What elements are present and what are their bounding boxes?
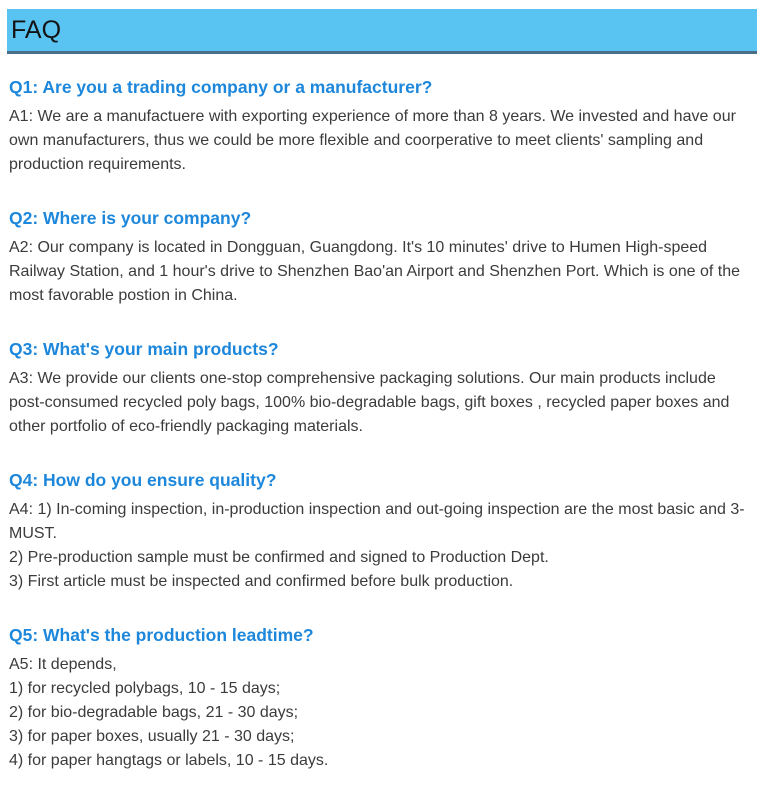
faq-answer-line: A2: Our company is located in Dongguan, Guangdong. It's 10 minutes' drive to Humen High-speed Railway Station, and 1 hour's drive to Shenzhen Bao'an Airport and Shenzhen Port. Which is one of the most favorable postion in China. [9,239,740,304]
faq-answer-1 [9,105,753,177]
faq-item-3 [9,338,753,439]
faq-content [0,76,765,789]
faq-item-4 [9,469,753,594]
faq-answer-2 [9,236,753,308]
faq-answer-line: 3) First article must be inspected and confirmed before bulk production. [9,573,514,590]
faq-item-5 [9,624,753,773]
faq-page [0,9,765,789]
faq-answer-line: A3: We provide our clients one-stop comprehensive packaging solutions. Our main products include post-consumed recycled poly bags, 100% bio-degradable bags, gift boxes , recycled paper boxes and other portfolio of eco-friendly packaging materials. [9,370,730,435]
faq-section-header [7,9,757,54]
faq-answer-3 [9,367,753,439]
faq-answer-line: 1) for recycled polybags, 10 - 15 days; [9,680,281,697]
faq-answer-line: A1: We are a manufactuere with exporting experience of more than 8 years. We invested and have our own manufacturers, thus we could be more flexible and coorperative to meet clients' sampling and production requirements. [9,108,736,173]
faq-title: FAQ [11,15,62,44]
faq-question-2: Q2: Where is your company? [9,208,252,228]
faq-answer-5 [9,653,753,773]
faq-question-4: Q4: How do you ensure quality? [9,470,277,490]
faq-answer-4 [9,498,753,594]
faq-answer-line: 4) for paper hangtags or labels, 10 - 15 days. [9,752,329,769]
faq-answer-line: 3) for paper boxes, usually 21 - 30 days; [9,728,295,745]
faq-question-3: Q3: What's your main products? [9,339,279,359]
faq-item-1 [9,76,753,177]
faq-question-1: Q1: Are you a trading company or a manufacturer? [9,77,433,97]
faq-answer-line: 2) Pre-production sample must be confirmed and signed to Production Dept. [9,549,549,566]
faq-answer-line: A4: 1) In-coming inspection, in-production inspection and out-going inspection are the most basic and 3-MUST. [9,501,745,542]
faq-question-5: Q5: What's the production leadtime? [9,625,314,645]
faq-answer-line: 2) for bio-degradable bags, 21 - 30 days; [9,704,299,721]
faq-answer-line: A5: It depends, [9,656,117,673]
faq-item-2 [9,207,753,308]
